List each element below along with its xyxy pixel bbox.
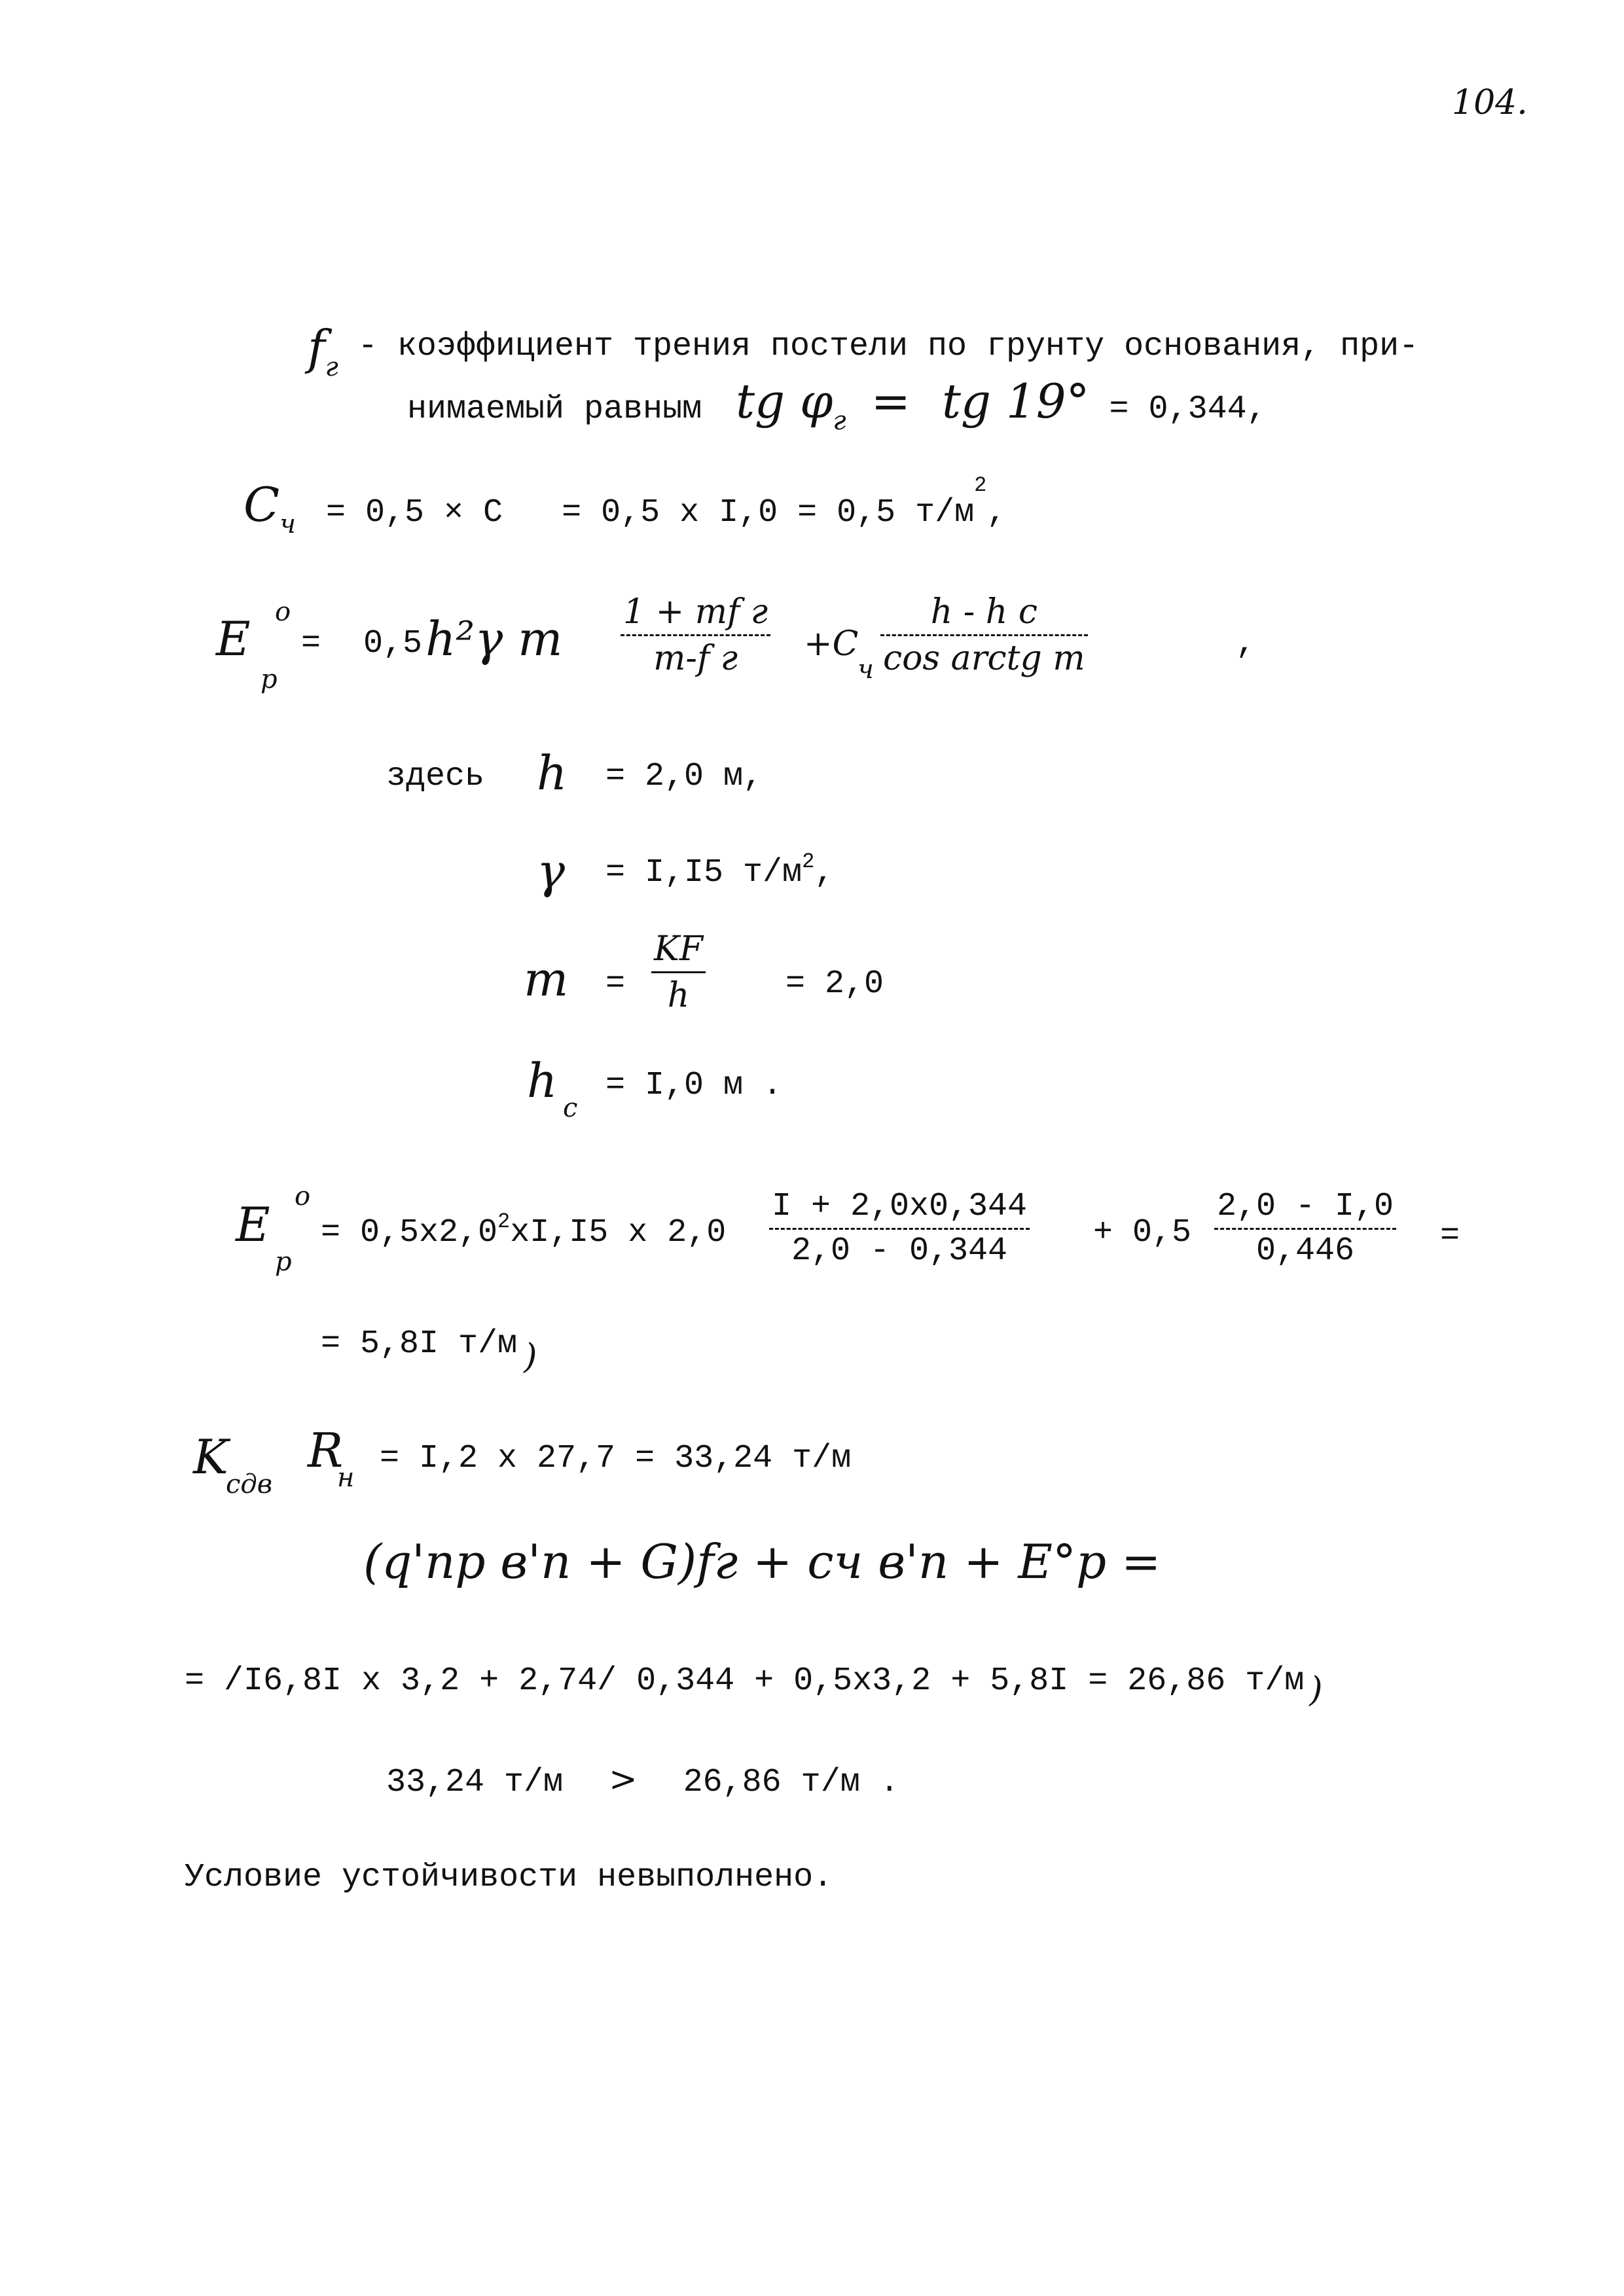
where-m-value: = 2,0	[785, 965, 884, 1003]
where-m-den: h	[667, 976, 690, 1015]
friction-symbol: f	[308, 320, 325, 375]
ep-calc-frac1-den: 2,0 - 0,344	[791, 1232, 1008, 1270]
cohesion-line	[244, 473, 1007, 539]
ep-calc-result-value: = 5,8I т/м	[321, 1325, 518, 1363]
ep-frac1-den: m-f г	[653, 639, 738, 678]
ep-calc-frac2-num: 2,0 - I,0	[1217, 1188, 1394, 1225]
ep-calc-result	[321, 1322, 537, 1376]
ep-calc-eq: =	[1440, 1217, 1460, 1255]
ep-lhs: E	[216, 611, 251, 666]
ep-calc-frac1-num: I + 2,0x0,344	[772, 1188, 1028, 1225]
where-m-symbol: m	[524, 952, 569, 1007]
compare-right: 26,86 т/м .	[683, 1764, 899, 1801]
ep-frac2-num: h - h c	[930, 592, 1038, 632]
where-m-num: KF	[654, 929, 703, 969]
ep-plus-c: +C	[804, 624, 859, 664]
ep-calc-expr	[321, 1210, 727, 1252]
ep-tail: ,	[1236, 625, 1256, 662]
ep-calc-result-tail: )	[524, 1337, 537, 1376]
compare-operator: >	[609, 1760, 638, 1799]
ep-frac1-num: 1 + mf г	[623, 592, 768, 632]
friction-definition-line2	[407, 374, 1267, 436]
cohesion-tail: ,	[986, 494, 1007, 531]
ep-calc-frac2-bar	[1214, 1228, 1396, 1230]
friction-definition	[308, 320, 1419, 382]
ep-calc-expr-a: = 0,5x2,0	[321, 1214, 498, 1251]
ep-calc-frac2-den: 0,446	[1256, 1232, 1355, 1270]
where-gamma-value: = I,I5 т/м	[605, 854, 803, 891]
ep-fraction-1	[621, 592, 770, 678]
friction-value: = 0,344,	[1109, 391, 1267, 428]
ep-frac2-bar	[880, 634, 1088, 636]
tg-phi: tg φ	[736, 374, 833, 429]
ep-calc-lhs-sup: o	[295, 1181, 311, 1211]
ep-calc-lhs-sub: p	[275, 1247, 292, 1277]
resist-expression: (q'пр в'п + G)fг + cч в'п + E°р =	[363, 1534, 1161, 1589]
where-m-bar	[651, 971, 706, 973]
tg-19: tg 19°	[942, 374, 1090, 429]
ep-calc-fraction-1	[769, 1188, 1030, 1270]
ep-calc-expr-b: xI,I5 x 2,0	[510, 1214, 727, 1251]
ep-calc-expr-sup: 2	[497, 1210, 511, 1234]
comparison	[386, 1761, 899, 1802]
ep-calc-frac1-bar	[769, 1228, 1030, 1230]
ep-calc-plus: + 0,5	[1093, 1214, 1192, 1251]
where-gamma-line	[605, 850, 835, 892]
conclusion: Условие устойчивости невыполнено.	[185, 1859, 833, 1896]
ep-frac2-den: cos arctg m	[883, 639, 1085, 678]
k-sub: сдв	[226, 1469, 273, 1499]
ep-calc-lhs: E	[236, 1197, 270, 1252]
compare-left: 33,24 т/м	[386, 1764, 564, 1801]
where-hc-symbol: h	[527, 1053, 558, 1108]
tg-eq: =	[871, 374, 911, 429]
friction-symbol-sub: г	[325, 352, 338, 382]
ep-lhs-sup: o	[275, 597, 291, 627]
tg-phi-sub: г	[833, 406, 846, 436]
where-gamma-tail: ,	[814, 854, 835, 891]
where-m-eq: =	[605, 965, 626, 1003]
ep-eq: =	[301, 625, 321, 662]
r-sub: н	[337, 1463, 355, 1493]
cohesion-expr2: = 0,5 x I,0 = 0,5 т/м	[562, 494, 975, 531]
where-word: здесь	[386, 758, 485, 795]
where-h-value: = 2,0 м,	[605, 758, 763, 795]
cohesion-symbol-sub: ч	[280, 509, 296, 539]
page-number: 104.	[1452, 83, 1528, 122]
ep-coef: 0,5	[363, 625, 423, 662]
friction-text-line1: - коэффициент трения постели по грунту основания, при-	[357, 328, 1419, 365]
cohesion-expr1: = 0,5 × C	[326, 494, 503, 531]
ep-calc-fraction-2	[1214, 1188, 1396, 1270]
k-symbol: K	[193, 1429, 228, 1484]
ep-h-gamma-m: h²γ m	[425, 611, 563, 666]
ep-fraction-2	[880, 592, 1088, 678]
ep-frac1-bar	[621, 634, 770, 636]
resist-calculation	[185, 1659, 1323, 1710]
where-h-symbol: h	[537, 745, 568, 800]
cohesion-symbol: C	[244, 477, 280, 532]
ep-c-sub: ч	[857, 655, 874, 685]
resist-calc-tail: )	[1309, 1670, 1323, 1710]
where-m-fraction	[651, 929, 706, 1015]
resist-calc-value: = /I6,8I x 3,2 + 2,74/ 0,344 + 0,5x3,2 + 5,8I = 26,86 т/м	[185, 1662, 1305, 1700]
cohesion-unit-sup: 2	[974, 473, 987, 497]
ep-lhs-sub: p	[261, 664, 278, 694]
r-symbol: R	[308, 1423, 344, 1478]
friction-text-line2: нимаемый равным	[407, 391, 702, 428]
where-gamma-sup: 2	[802, 850, 815, 874]
where-hc-sub: c	[563, 1093, 578, 1123]
where-hc-value: = I,0 м .	[605, 1067, 783, 1104]
k-expr: = I,2 x 27,7 = 33,24 т/м	[380, 1440, 852, 1477]
where-gamma-symbol: γ	[537, 844, 566, 899]
